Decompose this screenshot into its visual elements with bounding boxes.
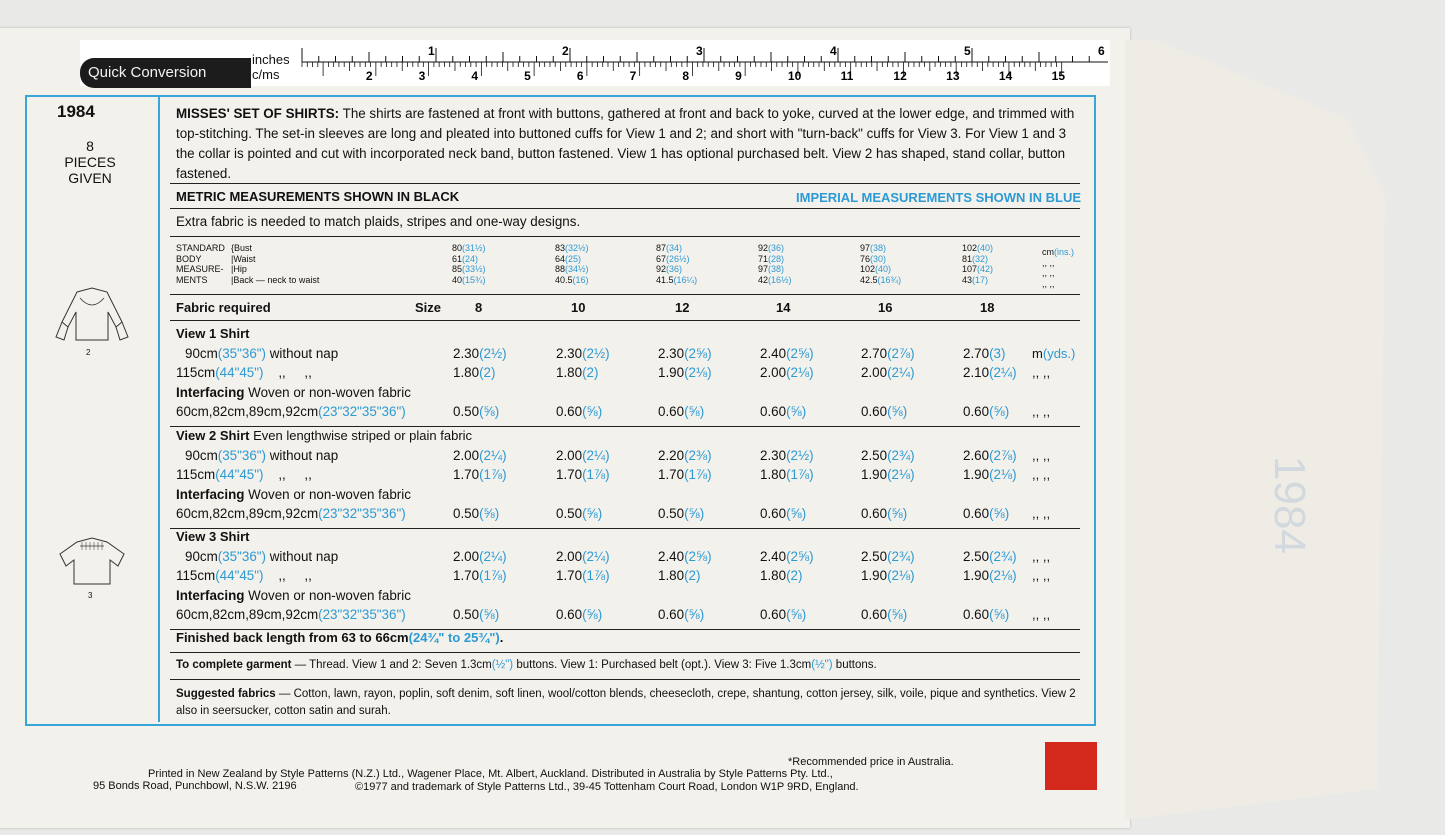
- inch-number: 4: [830, 44, 837, 58]
- fabric-amount: 0.50(⅝): [453, 404, 500, 419]
- cm-number: 4: [471, 69, 479, 83]
- section-divider: [170, 426, 1080, 427]
- body-measurement-value: 102(40): [962, 243, 994, 253]
- fabric-row-label: 60cm,82cm,89cm,92cm(23"32"35"36"): [176, 404, 406, 419]
- back-label: |Back — neck to waist: [231, 274, 320, 285]
- body-measurement-value: 43(17): [962, 274, 989, 285]
- fabric-amount: 1.80(2): [760, 568, 803, 583]
- fabric-amount: 0.60(⅝): [556, 404, 603, 419]
- ditto-mark: ,, ,,: [1042, 268, 1055, 278]
- fabric-unit: ,, ,,: [1032, 404, 1051, 419]
- fabric-amount: 0.60(⅝): [760, 404, 807, 419]
- fabric-required-heading: Fabric required: [176, 300, 271, 315]
- fabric-amount: 2.30(2½): [760, 447, 814, 463]
- cm-number: 6: [576, 69, 584, 83]
- body-head-line: MENTS: [176, 274, 208, 285]
- cm-number: 11: [840, 69, 854, 83]
- body-measurement-value: 81(32): [962, 253, 989, 264]
- divider-3: [170, 236, 1080, 237]
- fabric-row-label: 90cm(35"36") without nap: [185, 548, 339, 564]
- hip-label: |Hip: [231, 264, 247, 274]
- body-measurement-value: 71(28): [758, 253, 785, 264]
- pieces-count: 8 PIECES: [64, 138, 116, 170]
- body-measurement-value: 85(33½): [452, 264, 486, 274]
- body-measurement-column: [452, 243, 512, 285]
- body-measurement-value: 102(40): [860, 264, 892, 274]
- fabric-unit: ,, ,,: [1032, 548, 1051, 564]
- fabric-amount: 2.60(2⅞): [963, 447, 1017, 463]
- body-unit-header: cm(ins.): [1042, 247, 1075, 257]
- fabric-amount: 0.60(⅝): [658, 404, 705, 419]
- inch-number: 5: [964, 44, 971, 58]
- body-measurement-value: 88(34½): [555, 264, 589, 274]
- fabric-amount: 2.00(2¼): [861, 365, 915, 380]
- body-measurement-value: 42.5(16¾): [860, 274, 902, 285]
- fabric-amount: 0.50(⅝): [453, 506, 500, 521]
- divider-10: [170, 679, 1080, 680]
- fabric-amount: 1.90(2⅛): [963, 568, 1017, 583]
- size-header: 10: [571, 300, 586, 315]
- divider-5: [170, 320, 1080, 321]
- cm-number: 12: [893, 69, 907, 83]
- description-text: The shirts are fastened at front with buttons, gathered at front and back to yoke, curved at the lower edge, and trimmed with top-stitching. The set-in sleeves are long and pleated into buttoned cuffs for View 1 and 2; and short with "turn-back" cuffs for View 3. For View 1 and 3 the collar is pointed and cut with incorporated neck band, button fastened. View 1 has optional purchased belt. View 2 has shaped, stand collar, button fastened.: [176, 106, 1075, 181]
- body-measurement-labels: [231, 243, 319, 285]
- body-measurement-value: 107(42): [962, 264, 994, 274]
- extra-fabric-note: Extra fabric is needed to match plaids, stripes and one-way designs.: [176, 214, 581, 229]
- size-header: 8: [475, 300, 483, 315]
- body-head-line: STANDARD: [176, 243, 225, 253]
- fabric-amount: 1.70(1⅞): [556, 568, 610, 583]
- view3-shirt-sketch: [52, 532, 132, 602]
- metric-heading: METRIC MEASUREMENTS SHOWN IN BLACK: [176, 189, 460, 204]
- fabric-row-label: Interfacing Woven or non-woven fabric: [176, 587, 411, 603]
- fabric-amount: 1.70(1⅞): [556, 467, 610, 482]
- size-label: Size: [415, 300, 442, 315]
- fabric-unit: m(yds.): [1032, 345, 1076, 361]
- fabric-amount: 0.60(⅝): [963, 607, 1010, 622]
- fabric-section-title: View 1 Shirt: [176, 326, 250, 341]
- fabric-unit: ,, ,,: [1032, 467, 1051, 482]
- fabric-amount: 2.40(2⅝): [760, 548, 814, 564]
- footer-line-1: Printed in New Zealand by Style Patterns (N.Z.) Ltd., Wagener Place, Mt. Albert, Auckland. Distributed in Australia by Style Patterns Pty. Ltd.,: [148, 768, 833, 780]
- body-measurement-value: 97(38): [860, 243, 887, 253]
- flap-show-through-number: 1984: [1264, 456, 1314, 554]
- fabric-amount: 1.80(2): [556, 365, 599, 380]
- fabric-amount: 1.90(2⅛): [658, 365, 712, 380]
- size-header: 18: [980, 300, 995, 315]
- footer-address: 95 Bonds Road, Punchbowl, N.S.W. 2196: [93, 780, 297, 792]
- ruler-cms-label: c/ms: [252, 67, 280, 82]
- fabric-section-title: View 2 Shirt Even lengthwise striped or plain fabric: [176, 428, 473, 443]
- fabric-amount: 2.10(2¼): [963, 365, 1017, 380]
- fabric-amount: 0.60(⅝): [658, 607, 705, 622]
- fabric-amount: 1.70(1⅞): [658, 467, 712, 482]
- section-divider: [170, 528, 1080, 529]
- fabric-amount: 2.00(2⅛): [760, 365, 814, 380]
- fabric-amount: 1.70(1⅞): [453, 568, 507, 583]
- fabric-amount: 1.90(2⅛): [963, 467, 1017, 482]
- body-measurement-value: 92(36): [758, 243, 785, 253]
- garment-description: [176, 104, 1081, 184]
- fabric-unit: ,, ,,: [1032, 607, 1051, 622]
- inch-number: 3: [696, 44, 703, 58]
- body-measurement-value: 41.5(16¼): [656, 274, 698, 285]
- fabric-row-label: 115cm(44"45") ,, ,,: [176, 365, 312, 380]
- fabric-unit: ,, ,,: [1032, 568, 1051, 583]
- divider-4: [170, 294, 1080, 295]
- fabric-row-label: 115cm(44"45") ,, ,,: [176, 568, 312, 583]
- fabric-row-label: Interfacing Woven or non-woven fabric: [176, 486, 411, 502]
- cm-number: 8: [682, 69, 690, 83]
- fabric-amount: 0.50(⅝): [453, 607, 500, 622]
- fabric-amount: 1.90(2⅛): [861, 568, 915, 583]
- fabric-amount: 1.90(2⅛): [861, 467, 915, 482]
- fabric-row-label: 60cm,82cm,89cm,92cm(23"32"35"36"): [176, 506, 406, 521]
- fabric-amount: 2.30(2⅝): [658, 345, 712, 361]
- envelope-flap: [1125, 40, 1385, 820]
- fabric-amount: 2.40(2⅝): [760, 345, 814, 361]
- fabric-section-title: View 3 Shirt: [176, 529, 250, 544]
- waist-label: |Waist: [231, 253, 256, 264]
- cm-number: 10: [787, 69, 802, 83]
- size-header: 14: [776, 300, 791, 315]
- fabric-amount: 2.70(2⅞): [861, 345, 915, 361]
- body-measurement-column: [656, 243, 716, 285]
- ditto-mark: ,, ,,: [1042, 257, 1055, 268]
- body-measurement-value: 64(25): [555, 253, 582, 264]
- body-measurement-value: 42(16½): [758, 274, 792, 285]
- to-complete-garment: To complete garment — Thread. View 1 and 2: Seven 1.3cm(½") buttons. View 1: Purchased belt (opt.). View 3: Five 1.3cm(½") buttons.: [176, 659, 877, 671]
- fabric-amount: 1.70(1⅞): [453, 467, 507, 482]
- cm-number: 3: [418, 69, 426, 83]
- fabric-amount: 0.60(⅝): [760, 506, 807, 521]
- fabric-amount: 2.50(2¾): [963, 548, 1017, 564]
- body-measurement-value: 40(15¾): [452, 274, 486, 285]
- fabric-row-label: 115cm(44"45") ,, ,,: [176, 467, 312, 482]
- body-measurements-heading: [176, 243, 225, 285]
- fabric-unit: ,, ,,: [1032, 365, 1051, 380]
- footer-copyright: ©1977 and trademark of Style Patterns Ltd., 39-45 Tottenham Court Road, London W1P 9RD, England.: [355, 781, 859, 793]
- ruler-inches-label: inches: [252, 52, 290, 67]
- size-header: 12: [675, 300, 690, 315]
- inch-number: 6: [1098, 44, 1105, 58]
- fabric-amount: 2.20(2⅜): [658, 447, 712, 463]
- body-measurement-column: [758, 243, 818, 285]
- body-measurement-column: [962, 243, 1022, 285]
- body-head-line: BODY: [176, 253, 202, 264]
- inch-number: 2: [562, 44, 569, 58]
- body-units: [1042, 247, 1074, 289]
- body-measurement-value: 76(30): [860, 253, 887, 264]
- body-measurement-value: 40.5(16): [555, 274, 589, 285]
- sketch-number-2: 2: [86, 348, 91, 357]
- fabric-row-label: 60cm,82cm,89cm,92cm(23"32"35"36"): [176, 607, 406, 622]
- fabric-amount: 1.80(1⅞): [760, 467, 814, 482]
- cm-number: 15: [1051, 69, 1066, 83]
- divider-9: [170, 652, 1080, 653]
- price-sticker: [1045, 742, 1097, 790]
- body-measurement-value: 83(32½): [555, 243, 589, 253]
- fabric-amount: 1.80(2): [658, 568, 701, 583]
- fabric-amount: 2.00(2¼): [453, 447, 507, 463]
- fabric-amount: 0.60(⅝): [861, 506, 908, 521]
- cm-number: 2: [365, 69, 373, 83]
- fabric-amount: 2.30(2½): [453, 345, 507, 361]
- cm-number: 5: [524, 69, 531, 83]
- body-measurement-column: [860, 243, 920, 285]
- fabric-unit: ,, ,,: [1032, 506, 1051, 521]
- fabric-amount: 2.30(2½): [556, 345, 610, 361]
- imperial-heading: IMPERIAL MEASUREMENTS SHOWN IN BLUE: [796, 190, 1082, 205]
- body-measurement-value: 61(24): [452, 253, 479, 264]
- description-lead: MISSES' SET OF SHIRTS:: [176, 106, 340, 121]
- body-measurement-value: 87(34): [656, 243, 683, 253]
- fabric-amount: 2.50(2¾): [861, 548, 915, 564]
- cm-number: 7: [629, 69, 637, 83]
- fabric-amount: 0.60(⅝): [760, 607, 807, 622]
- fabric-amount: 2.00(2¼): [556, 447, 610, 463]
- fabric-amount: 0.60(⅝): [963, 506, 1010, 521]
- fabric-amount: 2.70(3): [963, 345, 1006, 361]
- quick-conversion-badge: Quick Conversion: [80, 58, 251, 88]
- fabric-amount: 0.50(⅝): [658, 506, 705, 521]
- sketch-number-3: 3: [88, 591, 93, 600]
- fabric-amount: 2.50(2¾): [861, 447, 915, 463]
- divider-2: [170, 208, 1080, 209]
- ditto-mark: ,, ,,: [1042, 278, 1055, 289]
- view2-shirt-sketch: [42, 282, 142, 362]
- fabric-amount: 0.50(⅝): [556, 506, 603, 521]
- cm-number: 9: [735, 69, 742, 83]
- inch-number: 1: [428, 44, 435, 58]
- body-measurement-column: [555, 243, 615, 285]
- bust-label: {Bust: [231, 243, 253, 253]
- body-head-line: MEASURE-: [176, 264, 224, 274]
- fabric-amount: 1.80(2): [453, 365, 496, 380]
- body-measurement-value: 67(26½): [656, 253, 690, 264]
- fabric-amount: 2.40(2⅝): [658, 548, 712, 564]
- fabric-amount: 0.60(⅝): [861, 607, 908, 622]
- fabric-amount: 0.60(⅝): [861, 404, 908, 419]
- fabric-amount: 2.00(2¼): [556, 548, 610, 564]
- pieces-given: [60, 138, 120, 186]
- body-measurement-value: 92(36): [656, 264, 683, 274]
- pattern-number: 1984: [57, 102, 95, 121]
- fabric-amount: 2.00(2¼): [453, 548, 507, 564]
- body-measurement-value: 80(31½): [452, 243, 486, 253]
- fabric-row-label: 90cm(35"36") without nap: [185, 345, 339, 361]
- fabric-unit: ,, ,,: [1032, 447, 1051, 463]
- fabric-amount: 0.60(⅝): [556, 607, 603, 622]
- recommended-price-note: *Recommended price in Australia.: [788, 756, 954, 768]
- fabric-row-label: Interfacing Woven or non-woven fabric: [176, 384, 411, 400]
- fabric-row-label: 90cm(35"36") without nap: [185, 447, 339, 463]
- divider-1: [170, 183, 1080, 184]
- body-measurement-value: 97(38): [758, 264, 785, 274]
- suggested-fabrics: Suggested fabrics — Cotton, lawn, rayon, poplin, soft denim, soft linen, wool/cotton blends, cheesecloth, crepe, shantung, cotton jersey, silk, voile, pique and synthetics. View 2 also in seersucker, cotton satin and surah.: [176, 688, 1076, 717]
- size-header: 16: [878, 300, 893, 315]
- finished-back-length: Finished back length from 63 to 66cm(24¾" to 25¾").: [176, 630, 504, 645]
- pieces-given-label: GIVEN: [68, 170, 112, 186]
- cm-number: 14: [998, 69, 1013, 83]
- fabric-amount: 0.60(⅝): [963, 404, 1010, 419]
- cm-number: 13: [946, 69, 960, 83]
